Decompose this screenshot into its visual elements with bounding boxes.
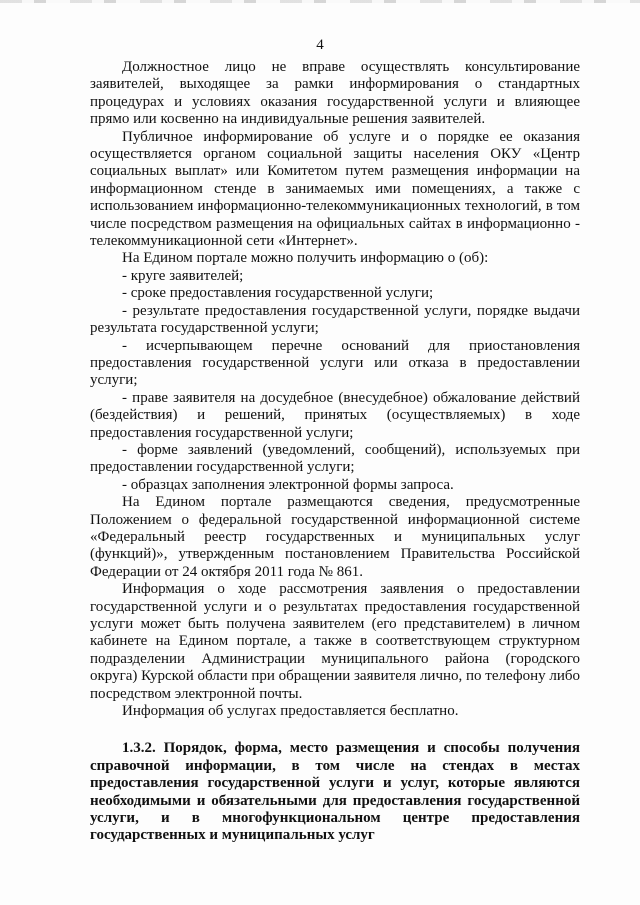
list-item-application-forms: - форме заявлений (уведомлений, сообщений), используемых при предоставлении государственной услуги;	[90, 441, 580, 476]
list-item-service-term: - сроке предоставления государственной услуги;	[122, 285, 434, 302]
document-body	[90, 59, 580, 845]
list-item-service-result: - результате предоставления государственной услуги, порядке выдачи результата государственной услуги;	[90, 302, 580, 337]
list-item-form-samples: - образцах заполнения электронной формы запроса.	[122, 476, 454, 493]
paragraph-portal-intro: На Едином портале можно получить информацию о (об):	[122, 250, 489, 267]
list-item-appeal-right: - праве заявителя на досудебное (внесудебное) обжалование действий (бездействия) и решений, принятых (осуществляемых) в ходе предоставления государственной услуги;	[90, 389, 580, 441]
section-heading: 1.3.2. Порядок, форма, место размещения и способы получения справочной информации, в том числе на стендах в местах предоставления государственной услуги и услуг, которые являются необходимыми и обязательными для предоставления государственной услуги, и в многофункциональном центре предоставления государственных и муниципальных услуг	[90, 740, 580, 844]
page-number: 4	[316, 37, 324, 53]
paragraph-portal-information: На Едином портале размещаются сведения, предусмотренные Положением о федеральной государственной информационной системе «Федеральный реестр государственных и муниципальных услуг (функций)», утвержденным постановлением Правительства Российской Федерации от 24 октября 2011 года № 861.	[90, 494, 580, 580]
paragraph-free-information: Информация об услугах предоставляется бесплатно.	[122, 703, 459, 720]
paragraph-application-status: Информация о ходе рассмотрения заявления о предоставлении государственной услуги и о результатах предоставления государственной услуги может быть получена заявителем (его представителем) в личном кабинете на Едином портале, а также в соответствующем структурном подразделении Администрации муниципального района (городского округа) Курской области при обращении заявителя лично, по телефону либо посредством электронной почты.	[90, 581, 580, 702]
list-item-applicants: - круге заявителей;	[122, 267, 244, 284]
paragraph-public-informing: Публичное информирование об услуге и о порядке ее оказания осуществляется органом социальной защиты населения ОКУ «Центр социальных выплат» или Комитетом путем размещения информации на информационном стенде в занимаемых ими помещениях, а также с использованием информационно-телекоммуникационных технологий, в том числе посредством размещения на официальных сайтах в информационно - телекоммуникационной сети «Интернет».	[90, 128, 580, 250]
scan-edge-artifact	[0, 0, 640, 3]
list-item-grounds-for-suspension: - исчерпывающем перечне оснований для приостановления предоставления государственной услуги или отказа в предоставлении услуги;	[90, 337, 580, 389]
paragraph-consulting-restriction: Должностное лицо не вправе осуществлять консультирование заявителей, выходящее за рамки информирования о стандартных процедурах и условиях оказания государственной услуги и влияющее прямо или косвенно на индивидуальные решения заявителей.	[90, 59, 580, 128]
